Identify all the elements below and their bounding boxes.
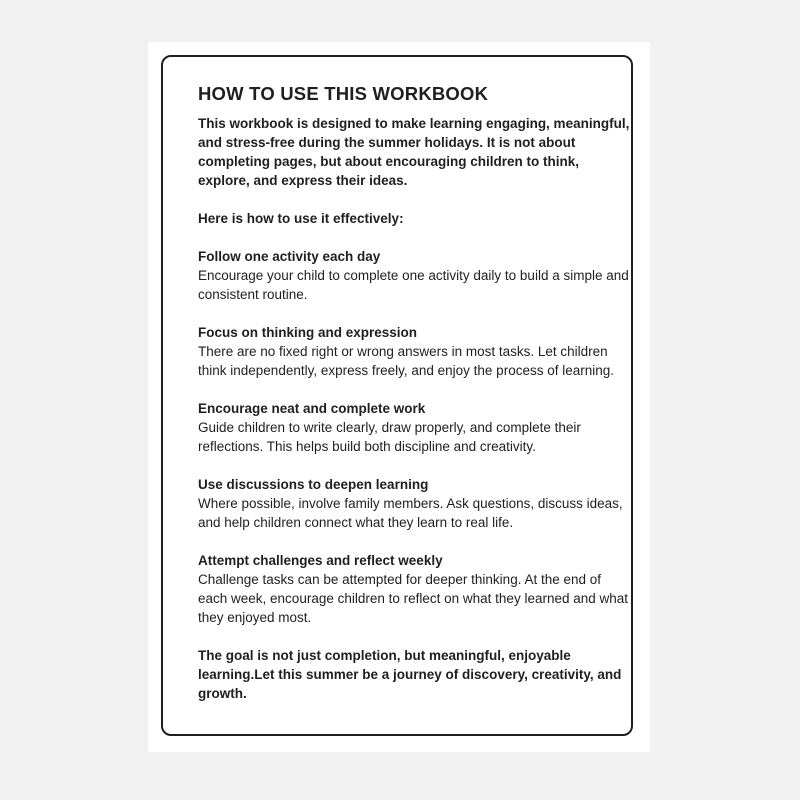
page-title: HOW TO USE THIS WORKBOOK [198,83,489,104]
section-heading: Encourage neat and complete work [198,401,426,416]
section-neat-work [198,399,630,456]
workbook-page [148,42,650,752]
section-daily-activity [198,247,630,304]
section-body: Encourage your child to complete one activity daily to build a simple and consistent routine. [198,268,629,302]
page-content [198,82,630,703]
section-body: Challenge tasks can be attempted for deeper thinking. At the end of each week, encourage children to reflect on what they learned and what they enjoyed most. [198,572,629,625]
intro-paragraph: This workbook is designed to make learning engaging, meaningful, and stress-free during the summer holidays. It is not about completing pages, but about encouraging children to think, explore, and express their ideas. [198,116,630,188]
section-discussions [198,475,630,532]
section-challenges [198,551,630,627]
section-body: Where possible, involve family members. Ask questions, discuss ideas, and help children connect what they learn to real life. [198,496,623,530]
section-heading: Follow one activity each day [198,249,381,264]
section-thinking-expression [198,323,630,380]
section-heading: Attempt challenges and reflect weekly [198,553,443,568]
closing-paragraph: The goal is not just completion, but meaningful, enjoyable learning.Let this summer be a journey of discovery, creativity, and growth. [198,648,622,701]
section-heading: Focus on thinking and expression [198,325,418,340]
lead-text: Here is how to use it effectively: [198,211,404,226]
section-heading: Use discussions to deepen learning [198,477,429,492]
section-body: Guide children to write clearly, draw properly, and complete their reflections. This helps build both discipline and creativity. [198,420,581,454]
section-body: There are no fixed right or wrong answers in most tasks. Let children think independently, express freely, and enjoy the process of learning. [198,344,615,378]
